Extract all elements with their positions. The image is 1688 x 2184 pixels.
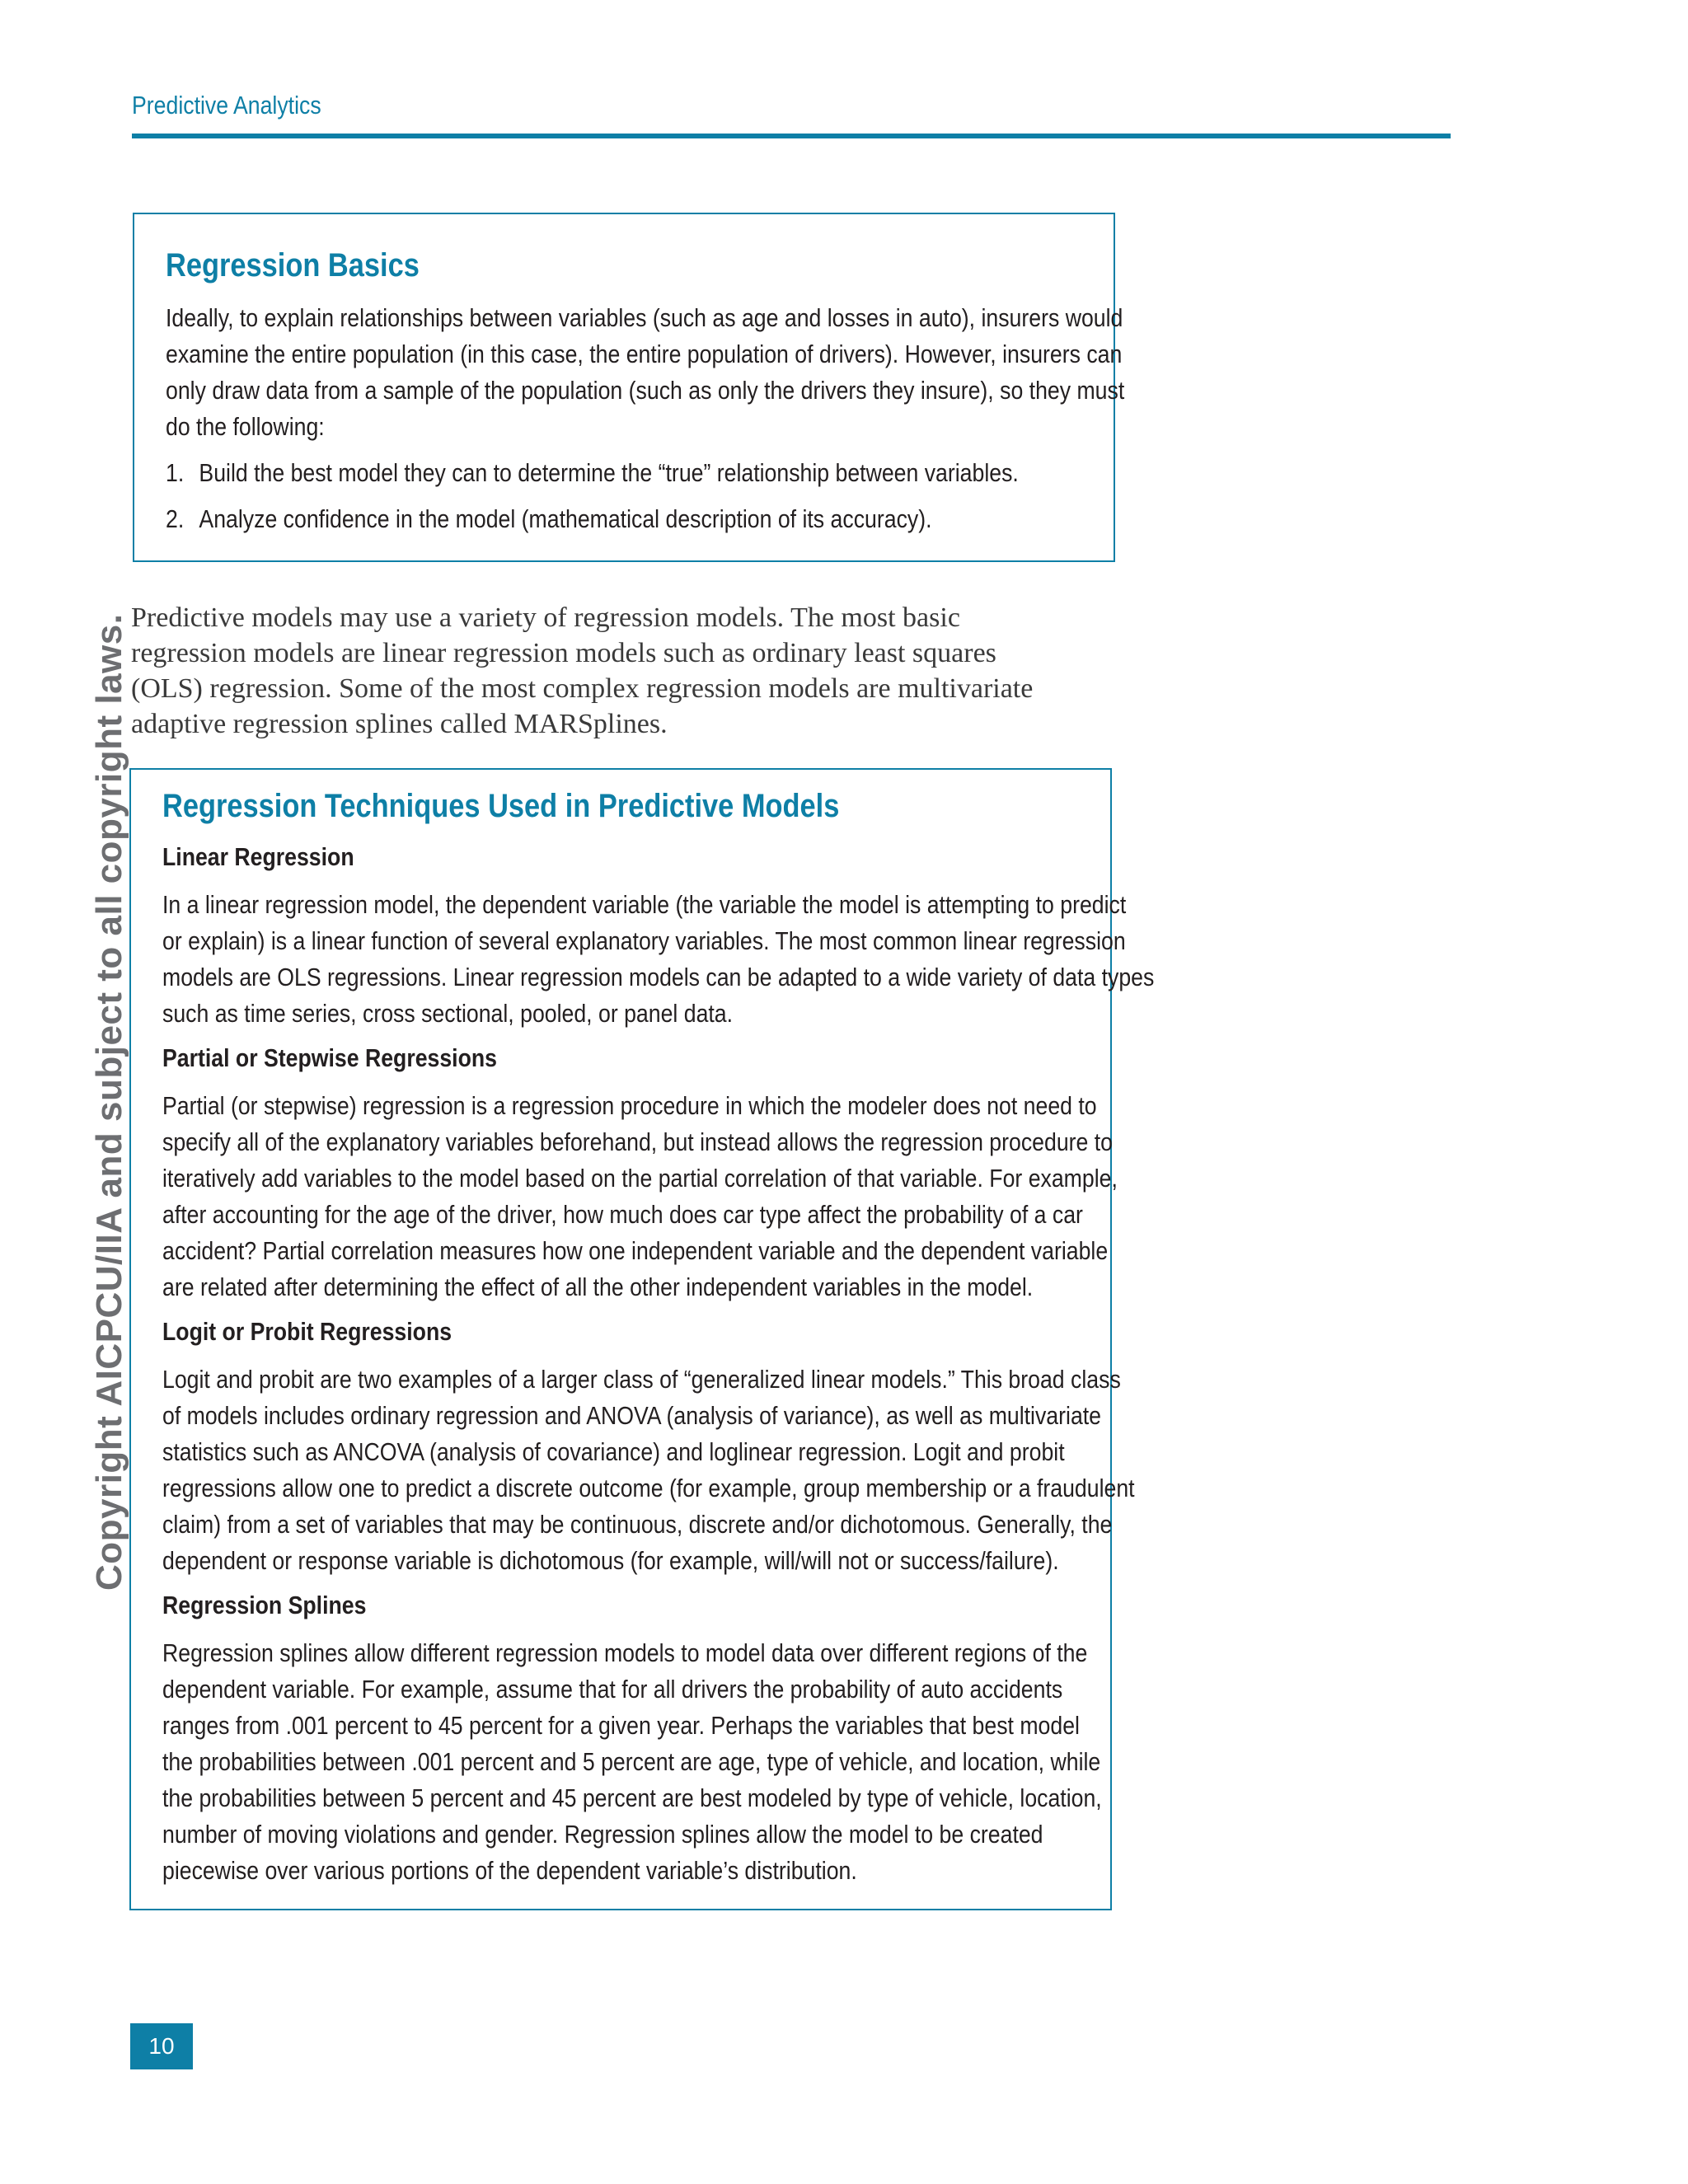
box-text-line: statistics such as ANCOVA (analysis of covariance) and loglinear regression. Logit and probit — [162, 1437, 1065, 1466]
section-heading: Logit or Probit Regressions — [162, 1317, 452, 1346]
list-number: 1. — [166, 458, 185, 487]
box-text-line: examine the entire population (in this case, the entire population of drivers). However, insurers can — [166, 340, 1123, 368]
box-text-line: Regression splines allow different regression models to model data over different regions of the — [162, 1638, 1088, 1667]
list-number: 2. — [166, 504, 185, 533]
box-text-line: or explain) is a linear function of several explanatory variables. The most common linear regression — [162, 926, 1126, 955]
box-text-line: Logit and probit are two examples of a larger class of “generalized linear models.” This broad class — [162, 1365, 1121, 1394]
box-text-line: are related after determining the effect of all the other independent variables in the model. — [162, 1272, 1034, 1301]
section-heading: Regression Splines — [162, 1591, 367, 1619]
box-title: Regression Techniques Used in Predictive Models — [162, 788, 840, 824]
box-text-line: of models includes ordinary regression and ANOVA (analysis of variance), as well as multivariate — [162, 1401, 1102, 1430]
box-text-line: accident? Partial correlation measures how one independent variable and the dependent variable — [162, 1236, 1109, 1265]
box-text-line: such as time series, cross sectional, pooled, or panel data. — [162, 999, 734, 1028]
copyright-watermark: Copyright AICPCU/IIA and subject to all copyright laws. — [89, 613, 129, 1591]
box-text-line: dependent variable. For example, assume that for all drivers the probability of auto accidents — [162, 1675, 1063, 1704]
box-text-line: after accounting for the age of the driver, how much does car type affect the probability of a car — [162, 1200, 1083, 1229]
list-text: Build the best model they can to determine the “true” relationship between variables. — [199, 458, 1019, 487]
box-text-line: the probabilities between .001 percent and 5 percent are age, type of vehicle, and location, while — [162, 1747, 1101, 1776]
section-heading: Linear Regression — [162, 842, 354, 871]
box-text-line: models are OLS regressions. Linear regression models can be adapted to a wide variety of data types — [162, 963, 1155, 991]
list-text: Analyze confidence in the model (mathematical description of its accuracy). — [199, 504, 932, 533]
body-paragraph — [131, 600, 1033, 742]
running-head: Predictive Analytics — [132, 91, 321, 120]
body-line: (OLS) regression. Some of the most complex regression models are multivariate — [131, 673, 1034, 704]
header-rule — [132, 134, 1451, 138]
box-text-line: claim) from a set of variables that may be continuous, discrete and/or dichotomous. Generally, the — [162, 1510, 1113, 1539]
box-text-line: the probabilities between 5 percent and 45 percent are best modeled by type of vehicle, location, — [162, 1783, 1102, 1812]
body-line: adaptive regression splines called MARSplines. — [131, 709, 668, 739]
box-text-line: specify all of the explanatory variables beforehand, but instead allows the regression procedure to — [162, 1127, 1114, 1156]
box-text-line: In a linear regression model, the dependent variable (the variable the model is attempting to predict — [162, 890, 1127, 919]
box-text-line: piecewise over various portions of the dependent variable’s distribution. — [162, 1856, 857, 1885]
box-text-line: number of moving violations and gender. Regression splines allow the model to be created — [162, 1820, 1043, 1849]
box-text-line: Ideally, to explain relationships between variables (such as age and losses in auto), insurers would — [166, 303, 1123, 332]
section-heading: Partial or Stepwise Regressions — [162, 1043, 497, 1072]
box-text-line: ranges from .001 percent to 45 percent for a given year. Perhaps the variables that best model — [162, 1711, 1080, 1740]
box-title: Regression Basics — [166, 247, 420, 284]
body-line: Predictive models may use a variety of regression models. The most basic — [131, 602, 960, 633]
box-text-line: only draw data from a sample of the population (such as only the drivers they insure), so they must — [166, 376, 1125, 405]
regression-basics-box — [133, 213, 1125, 562]
box-text-line: regressions allow one to predict a discrete outcome (for example, group membership or a fraudulent — [162, 1474, 1135, 1502]
box-text-line: do the following: — [166, 412, 325, 441]
box-text-line: Partial (or stepwise) regression is a regression procedure in which the modeler does not need to — [162, 1091, 1097, 1120]
page-number: 10 — [130, 2023, 193, 2069]
body-line: regression models are linear regression models such as ordinary least squares — [131, 638, 996, 668]
regression-techniques-box — [129, 768, 1155, 1910]
box-text-line: dependent or response variable is dichotomous (for example, will/will not or success/failure). — [162, 1546, 1059, 1575]
box-text-line: iteratively add variables to the model based on the partial correlation of that variable. For example, — [162, 1164, 1118, 1193]
